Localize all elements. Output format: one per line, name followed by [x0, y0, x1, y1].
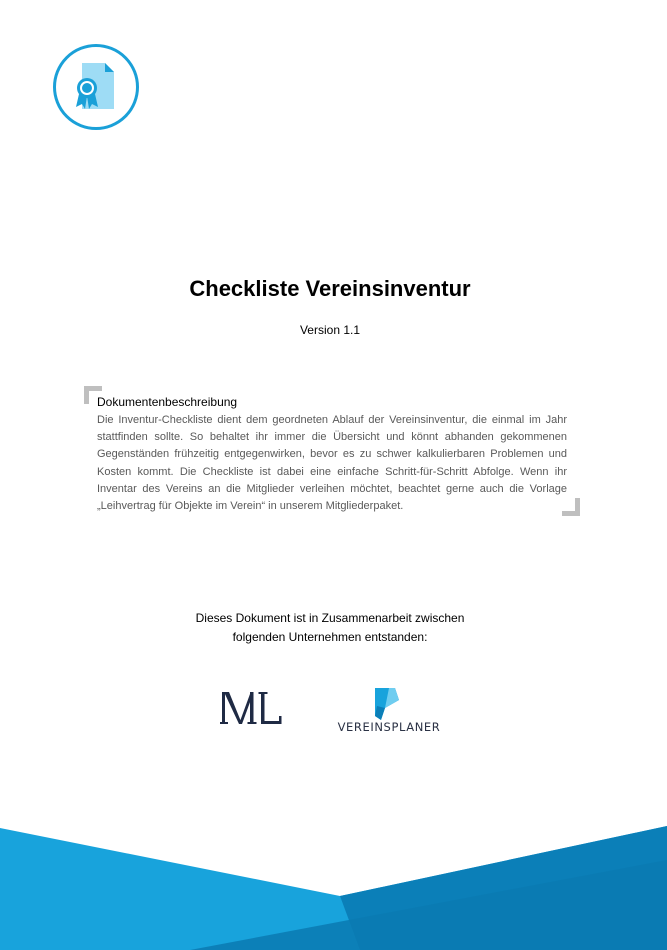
ml-logo — [220, 688, 284, 728]
vereinsplaner-name: VEREINSPLANER — [337, 720, 441, 734]
footer-wave-decoration — [0, 820, 667, 950]
description-text: Die Inventur-Checkliste dient dem geordneten Ablauf der Vereinsinventur, die einmal im Jahr stattfinden sollte. So behaltet ihr immer die Übersicht und könnt abhanden gekommenen Gegenständen frühzeitig entgegenwirken, bevor es zu schwer kalkulierbaren Problemen und Kosten kommt. Die Checkliste ist dabei eine einfache Schritt-für-Schritt Abfolge. Wenn ihr Inventar des Vereins an die Mitglieder verleihen möchtet, beachtet gerne auch die Vorlage „Leihvertrag für Objekte im Verein“ in unserem Mitgliederpaket. — [97, 414, 567, 513]
description-heading: Dokumentenbeschreibung — [97, 395, 238, 409]
description-box — [84, 386, 580, 516]
certificate-document-icon — [52, 43, 140, 131]
cooperation-line-1: Dieses Dokument ist in Zusammenarbeit zwischen — [195, 611, 465, 625]
document-title: Checkliste Vereinsinventur — [189, 276, 471, 301]
cooperation-line-2: folgenden Unternehmen entstanden: — [232, 629, 428, 644]
vereinsplaner-logo — [337, 688, 441, 736]
cooperation-note — [0, 609, 660, 646]
vereinsplaner-mark-icon — [373, 688, 401, 720]
document-version: Version 1.1 — [299, 323, 361, 337]
